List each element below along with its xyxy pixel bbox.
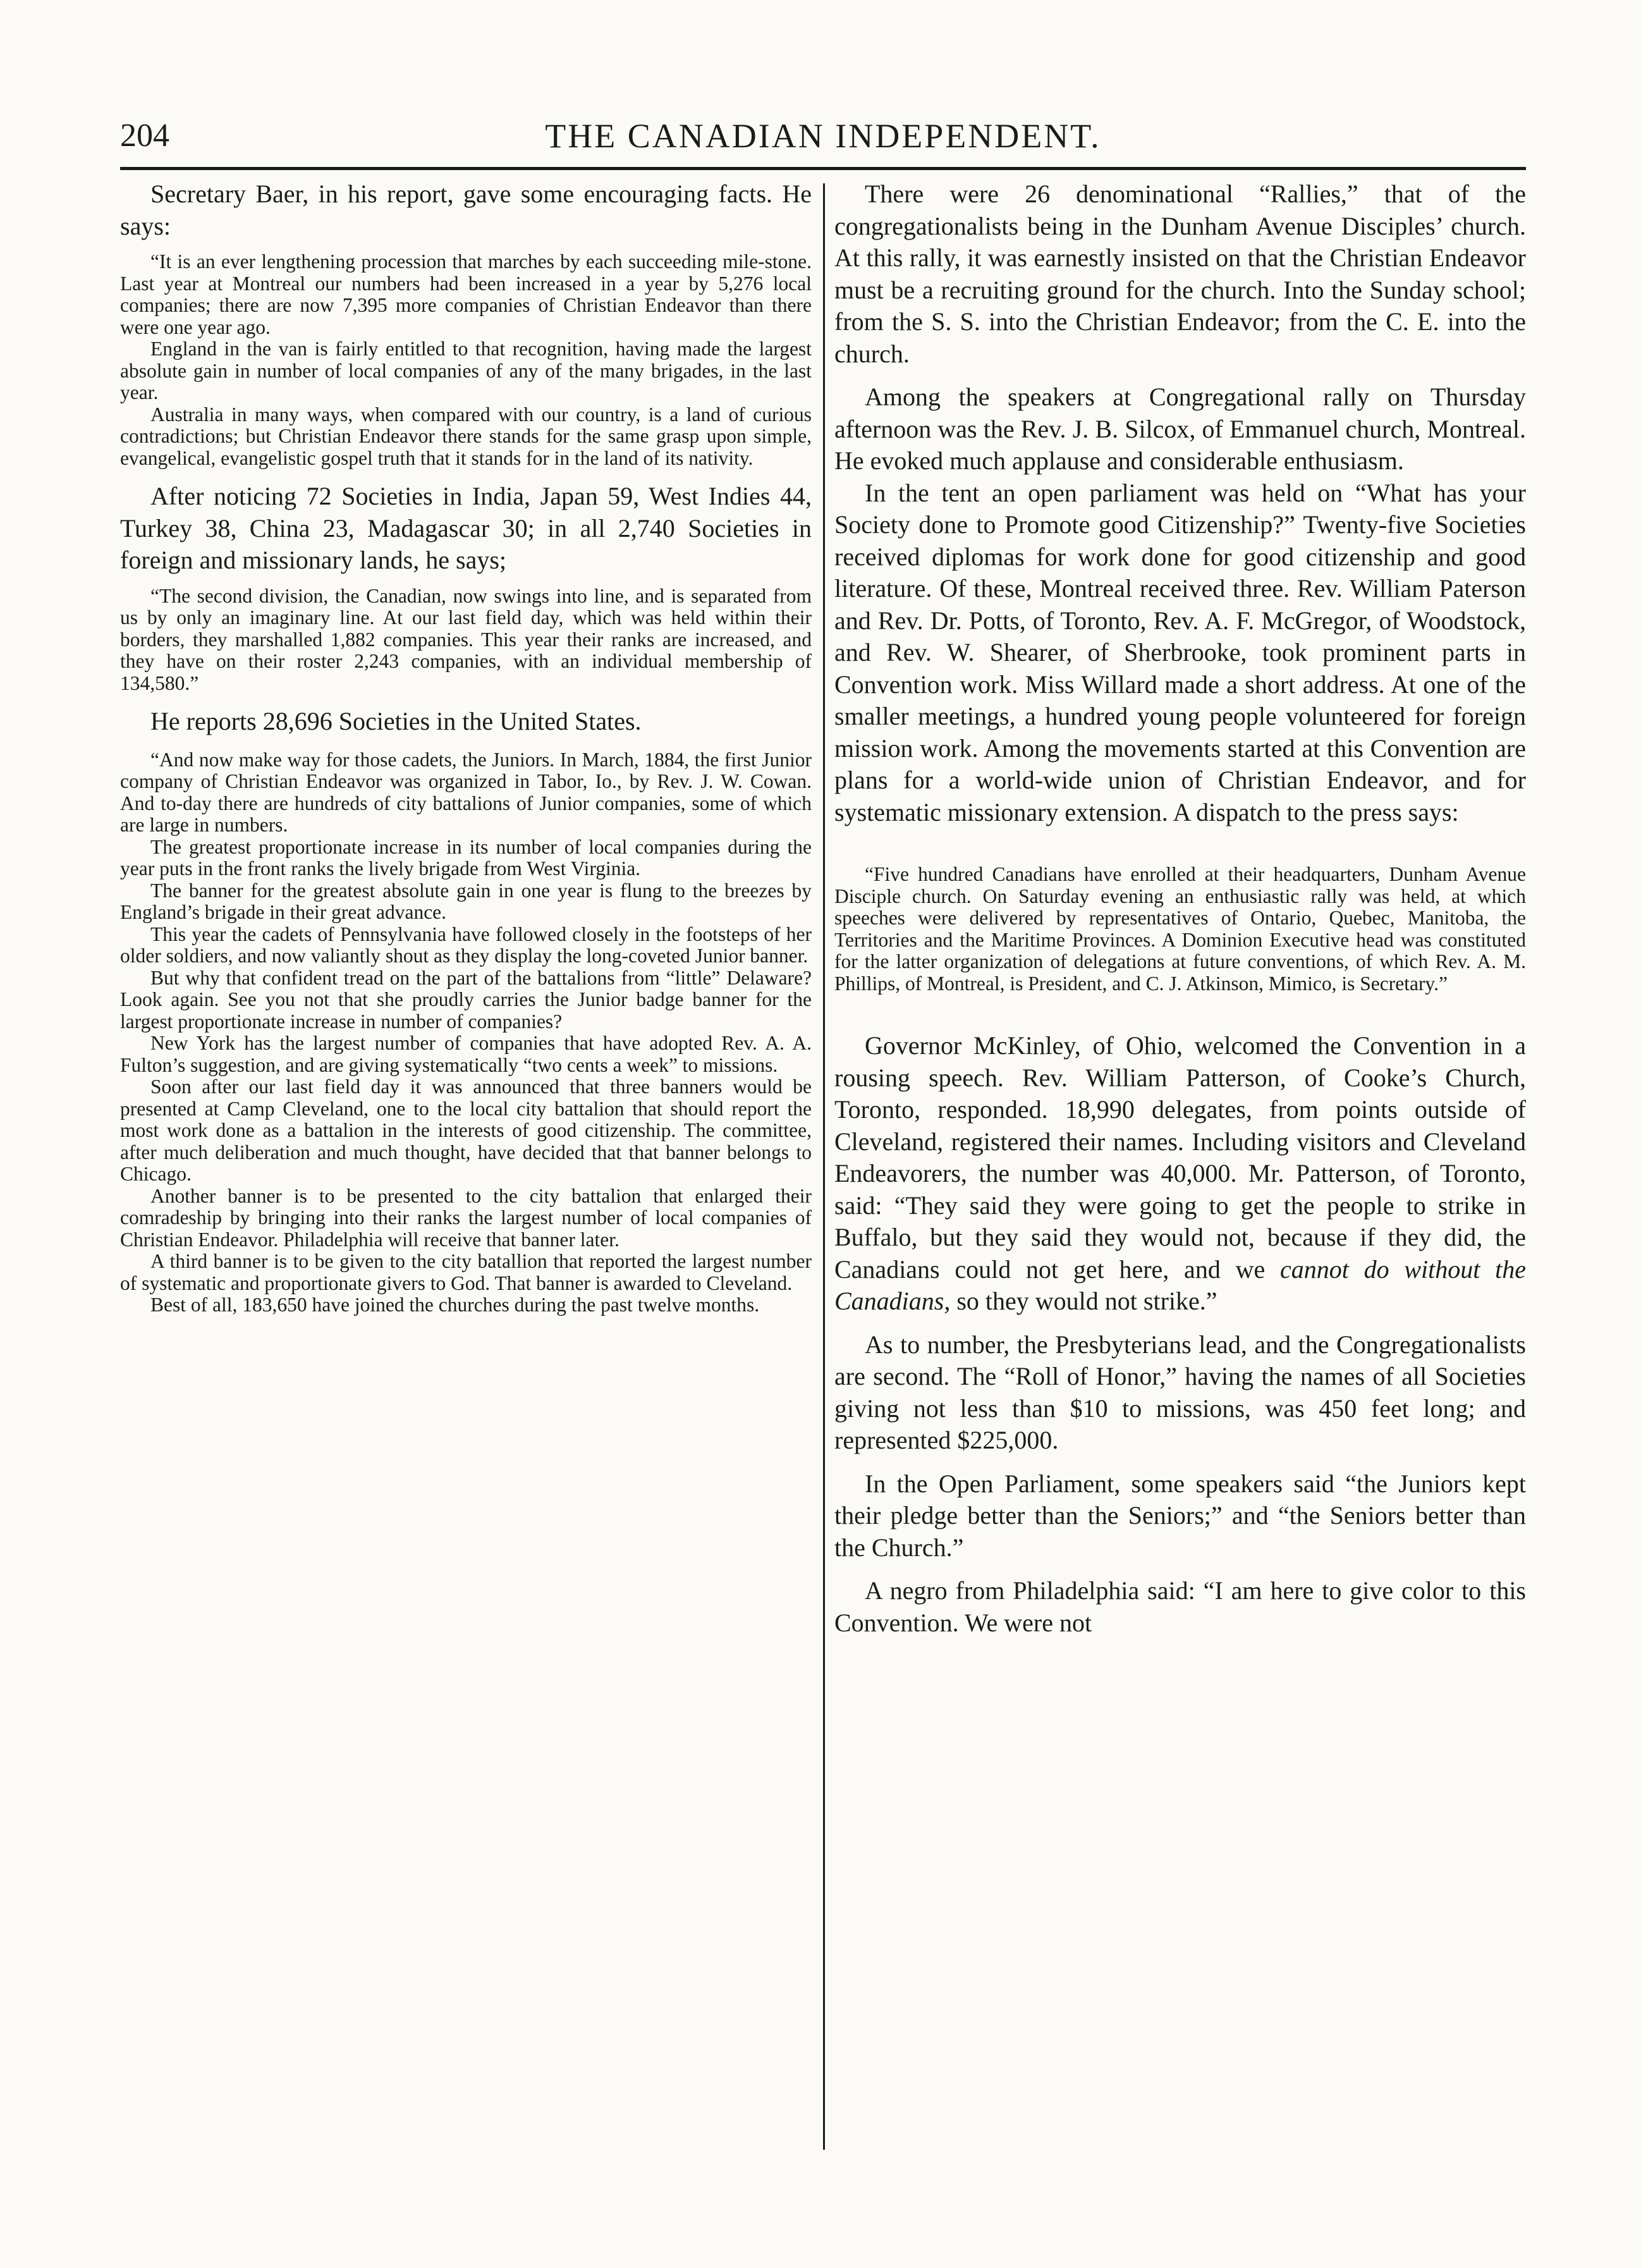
quote-paragraph: “Five hundred Canadians have enrolled at their headquarters, Dunham Avenue Disciple church. On Saturday evening an enthusiastic rally was held, at which speeches were delivered by representatives of Ontario, Quebec, Manitoba, the Territories and the Maritime Provinces. A Dominion Executive head was constituted for the latter organization of delegations at future conventions, of which Rev. A. M. Phillips, of Montreal, is President, and C. J. Atkinson, Mimico, is Secretary.” [834, 863, 1526, 995]
paragraph-text: Governor McKinley, of Ohio, welcomed the Convention in a rousing speech. Rev. William Patterson, of Cooke’s Church, Toronto, responded. 18,990 delegates, from points outside of Cleveland, registered their names. Including visitors and Cleveland Endeavorers, the number was 40,000. Mr. Patterson, of Toronto, said: “They said they were going to get the people to strike in Buffalo, but they said they would not, because if they did, the Canadians could not get here, and we [834, 1031, 1526, 1284]
page-header [120, 107, 1526, 164]
block-quote [120, 251, 812, 469]
paragraph: A negro from Philadelphia said: “I am here to give color to this Convention. We were not [834, 1576, 1526, 1637]
quote-paragraph: The banner for the greatest absolute gain in one year is flung to the breezes by England’s brigade in their great advance. [120, 879, 812, 923]
right-column [834, 178, 1526, 2151]
quote-paragraph: Australia in many ways, when compared with our country, is a land of curious contradictions; but Christian Endeavor there stands for the same grasp upon simple, evangelical, evangelistic gospel truth that it stands for in the land of its nativity. [120, 403, 812, 469]
paragraph: Secretary Baer, in his report, gave some encouraging facts. He says: [120, 180, 812, 240]
column-divider [823, 183, 825, 2150]
quote-paragraph: England in the van is fairly entitled to that recognition, having made the largest absolute gain in number of local companies of any of the many brigades, in the last year. [120, 338, 812, 403]
paragraph: In the tent an open parliament was held on “What has your Society done to Promote good Citizenship?” Twenty-five Societies received diplomas for work done for good citizenship and good literature. Of these, Montreal received three. Rev. William Paterson and Rev. Dr. Potts, of Toronto, Rev. A. F. McGregor, of Woodstock, and Rev. W. Shearer, of Sherbrooke, took prominent parts in Convention work. Miss Willard made a short address. At one of the smaller meetings, a hundred young people volunteered for foreign mission work. Among the movements started at this Convention are plans for a world-wide union of Christian Endeavor, and for systematic missionary extension. A dispatch to the press says: [834, 478, 1526, 826]
paragraph: He reports 28,696 Societies in the United States. [150, 707, 642, 735]
block-quote [120, 585, 812, 695]
quote-paragraph: Another banner is to be presented to the city battalion that enlarged their comradeship by bringing into their ranks the largest number of local companies of Christian Endeavor. Philadelphia will receive that banner later. [120, 1184, 812, 1251]
italic-phrase: cannot do without the Canadians, [834, 1254, 1526, 1315]
paragraph [834, 1030, 1526, 1318]
paragraph: Among the speakers at Congregational rally on Thursday afternoon was the Rev. J. B. Silcox, of Emmanuel church, Montreal. He evoked much applause and considerable enthusiasm. [834, 383, 1526, 475]
quote-paragraph: This year the cadets of Pennsylvania have followed closely in the footsteps of her older soldiers, and now valiantly shout as they display the long-coveted Junior banner. [120, 923, 812, 967]
quote-paragraph: But why that confident tread on the part of the battalions from “little” Delaware? Look again. See you not that she proudly carries the Junior badge banner for the largest proportionate increase in number of companies? [120, 966, 812, 1033]
block-quote [120, 749, 812, 1316]
quote-paragraph: Best of all, 183,650 have joined the churches during the past twelve months. [150, 1294, 760, 1316]
quote-paragraph: Soon after our last field day it was announced that three banners would be presented at Camp Cleveland, one to the local city battalion that should report the most work done as a battalion in the interests of good citizenship. The committee, after much deliberation and much thought, have decided that that banner belongs to Chicago. [120, 1076, 812, 1185]
paragraph-text: so they would not strike.” [950, 1287, 1217, 1315]
quote-paragraph: “And now make way for those cadets, the Juniors. In March, 1884, the first Junior company of Christian Endeavor was organized in Tabor, Io., by Rev. J. W. Cowan. And to-day there are hundreds of city battalions of Junior companies, some of which are large in numbers. [120, 748, 812, 836]
quote-paragraph: “It is an ever lengthening procession that marches by each succeeding mile-stone. Last year at Montreal our numbers had been increased in a year by 5,276 local companies; there are now 7,395 more companies of Christian Endeavor than there were one year ago. [120, 250, 812, 338]
quote-paragraph: The greatest proportionate increase in its number of local companies during the year puts in the front ranks the lively brigade from West Virginia. [120, 835, 812, 880]
paragraph: After noticing 72 Societies in India, Japan 59, West Indies 44, Turkey 38, China 23, Madagascar 30; in all 2,740 Societies in foreign and missionary lands, he says; [120, 482, 812, 574]
header-rule [120, 167, 1526, 170]
block-quote [834, 864, 1526, 995]
paragraph: There were 26 denominational “Rallies,” that of the congregationalists being in the Dunham Avenue Disciples’ church. At this rally, it was earnestly insisted on that the Christian Endeavor must be a recruiting ground for the church. Into the Sunday school; from the S. S. into the Christian Endeavor; from the C. E. into the church. [834, 180, 1526, 368]
quote-paragraph: “The second division, the Canadian, now swings into line, and is separated from us by only an imaginary line. At our last field day, which was held within their borders, they marshalled 1,882 companies. This year their ranks are increased, and they have on their roster 2,243 companies, with an individual membership of 134,580.” [120, 584, 812, 694]
running-title: THE CANADIAN INDEPENDENT. [545, 117, 1101, 155]
paragraph: In the Open Parliament, some speakers said “the Juniors kept their pledge better than the Seniors;” and “the Seniors better than the Church.” [834, 1469, 1526, 1562]
left-column [120, 178, 812, 2151]
quote-paragraph: New York has the largest number of companies that have adopted Rev. A. A. Fulton’s suggestion, and are giving systematically “two cents a week” to missions. [120, 1032, 812, 1076]
paragraph: As to number, the Presbyterians lead, and the Congregationalists are second. The “Roll of Honor,” having the names of all Societies giving not less than $10 to missions, was 450 feet long; and represented $225,000. [834, 1330, 1526, 1454]
page-number: 204 [120, 118, 169, 154]
quote-paragraph: A third banner is to be given to the city batallion that reported the largest number of systematic and proportionate givers to God. That banner is awarded to Cleveland. [120, 1250, 812, 1294]
